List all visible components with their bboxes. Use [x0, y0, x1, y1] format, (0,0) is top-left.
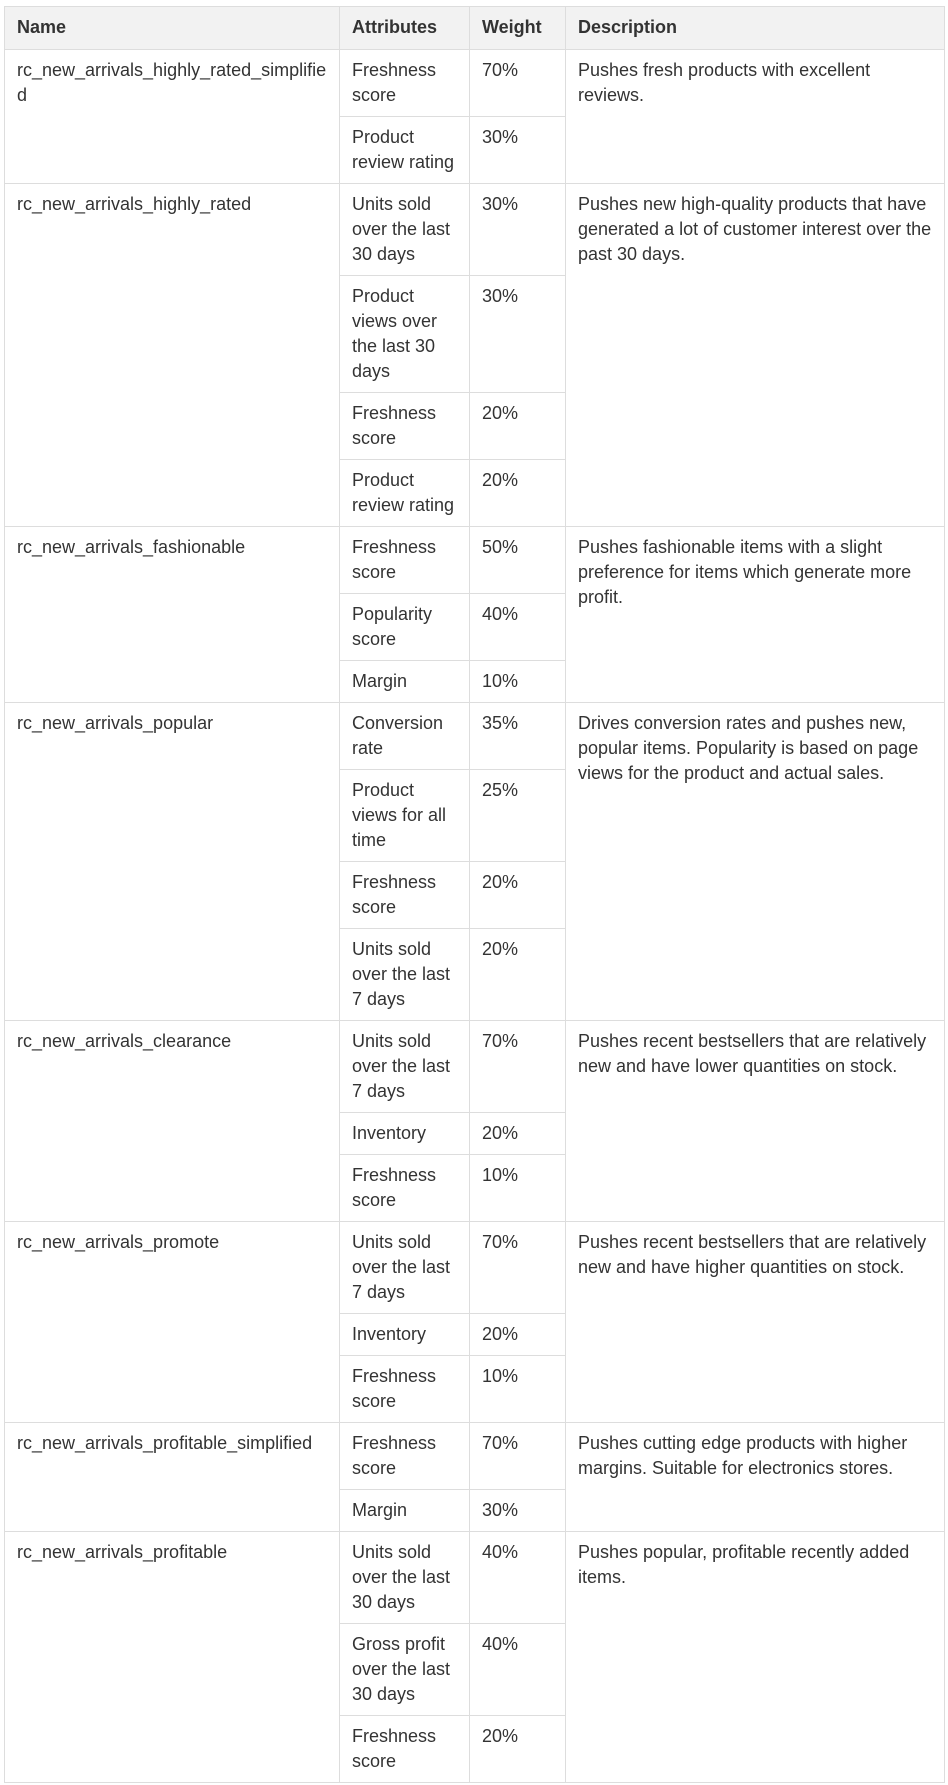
column-header-weight: Weight: [470, 7, 566, 50]
weight-cell: 20%: [470, 1314, 566, 1356]
table-row: [5, 50, 945, 117]
attribute-cell: Product review rating: [340, 117, 470, 184]
rule-name-cell: rc_new_arrivals_popular: [5, 703, 340, 1021]
attribute-cell: Units sold over the last 7 days: [340, 1222, 470, 1314]
weight-cell: 20%: [470, 393, 566, 460]
column-header-description: Description: [566, 7, 945, 50]
header-row: [5, 7, 945, 50]
attribute-cell: Freshness score: [340, 393, 470, 460]
table-header: [5, 7, 945, 50]
attribute-cell: Inventory: [340, 1314, 470, 1356]
attribute-cell: Freshness score: [340, 1716, 470, 1783]
rule-name-cell: rc_new_arrivals_highly_rated: [5, 184, 340, 527]
rule-description-cell: Pushes fresh products with excellent reviews.: [566, 50, 945, 184]
rules-table: [4, 6, 945, 1783]
weight-cell: 40%: [470, 594, 566, 661]
attribute-cell: Product views over the last 30 days: [340, 276, 470, 393]
rule-name-cell: rc_new_arrivals_profitable_simplified: [5, 1423, 340, 1532]
rule-description-cell: Pushes new high-quality products that have generated a lot of customer interest over the past 30 days.: [566, 184, 945, 527]
attribute-cell: Units sold over the last 30 days: [340, 184, 470, 276]
weight-cell: 50%: [470, 527, 566, 594]
rule-description-cell: Pushes fashionable items with a slight preference for items which generate more profit.: [566, 527, 945, 703]
weight-cell: 35%: [470, 703, 566, 770]
rule-name-cell: rc_new_arrivals_profitable: [5, 1532, 340, 1783]
attribute-cell: Product review rating: [340, 460, 470, 527]
weight-cell: 25%: [470, 770, 566, 862]
table-row: [5, 1021, 945, 1113]
weight-cell: 10%: [470, 1356, 566, 1423]
attribute-cell: Inventory: [340, 1113, 470, 1155]
weight-cell: 10%: [470, 661, 566, 703]
rule-description-cell: Pushes recent bestsellers that are relatively new and have higher quantities on stock.: [566, 1222, 945, 1423]
attribute-cell: Conversion rate: [340, 703, 470, 770]
weight-cell: 30%: [470, 276, 566, 393]
attribute-cell: Freshness score: [340, 50, 470, 117]
table-row: [5, 1423, 945, 1490]
table-row: [5, 703, 945, 770]
attribute-cell: Freshness score: [340, 527, 470, 594]
table-row: [5, 1532, 945, 1624]
attribute-cell: Popularity score: [340, 594, 470, 661]
attribute-cell: Margin: [340, 1490, 470, 1532]
weight-cell: 20%: [470, 460, 566, 527]
rule-description-cell: Pushes popular, profitable recently added items.: [566, 1532, 945, 1783]
weight-cell: 30%: [470, 117, 566, 184]
rule-description-cell: Pushes recent bestsellers that are relatively new and have lower quantities on stock.: [566, 1021, 945, 1222]
weight-cell: 70%: [470, 1021, 566, 1113]
weight-cell: 20%: [470, 862, 566, 929]
attribute-cell: Freshness score: [340, 1356, 470, 1423]
rule-description-cell: Pushes cutting edge products with higher margins. Suitable for electronics stores.: [566, 1423, 945, 1532]
column-header-attributes: Attributes: [340, 7, 470, 50]
weight-cell: 10%: [470, 1155, 566, 1222]
rule-name-cell: rc_new_arrivals_clearance: [5, 1021, 340, 1222]
table-row: [5, 527, 945, 594]
rule-name-cell: rc_new_arrivals_highly_rated_simplified: [5, 50, 340, 184]
attribute-cell: Margin: [340, 661, 470, 703]
rule-description-cell: Drives conversion rates and pushes new, popular items. Popularity is based on page views for the product and actual sales.: [566, 703, 945, 1021]
weight-cell: 40%: [470, 1532, 566, 1624]
weight-cell: 70%: [470, 50, 566, 117]
attribute-cell: Units sold over the last 30 days: [340, 1532, 470, 1624]
weight-cell: 40%: [470, 1624, 566, 1716]
table-row: [5, 1222, 945, 1314]
weight-cell: 70%: [470, 1222, 566, 1314]
rule-name-cell: rc_new_arrivals_promote: [5, 1222, 340, 1423]
weight-cell: 20%: [470, 1716, 566, 1783]
table-body: [5, 50, 945, 1783]
attribute-cell: Units sold over the last 7 days: [340, 929, 470, 1021]
attribute-cell: Freshness score: [340, 1423, 470, 1490]
attribute-cell: Product views for all time: [340, 770, 470, 862]
rule-name-cell: rc_new_arrivals_fashionable: [5, 527, 340, 703]
weight-cell: 30%: [470, 1490, 566, 1532]
weight-cell: 20%: [470, 1113, 566, 1155]
attribute-cell: Freshness score: [340, 1155, 470, 1222]
attribute-cell: Units sold over the last 7 days: [340, 1021, 470, 1113]
column-header-name: Name: [5, 7, 340, 50]
attribute-cell: Freshness score: [340, 862, 470, 929]
weight-cell: 70%: [470, 1423, 566, 1490]
table-row: [5, 184, 945, 276]
attribute-cell: Gross profit over the last 30 days: [340, 1624, 470, 1716]
weight-cell: 30%: [470, 184, 566, 276]
weight-cell: 20%: [470, 929, 566, 1021]
